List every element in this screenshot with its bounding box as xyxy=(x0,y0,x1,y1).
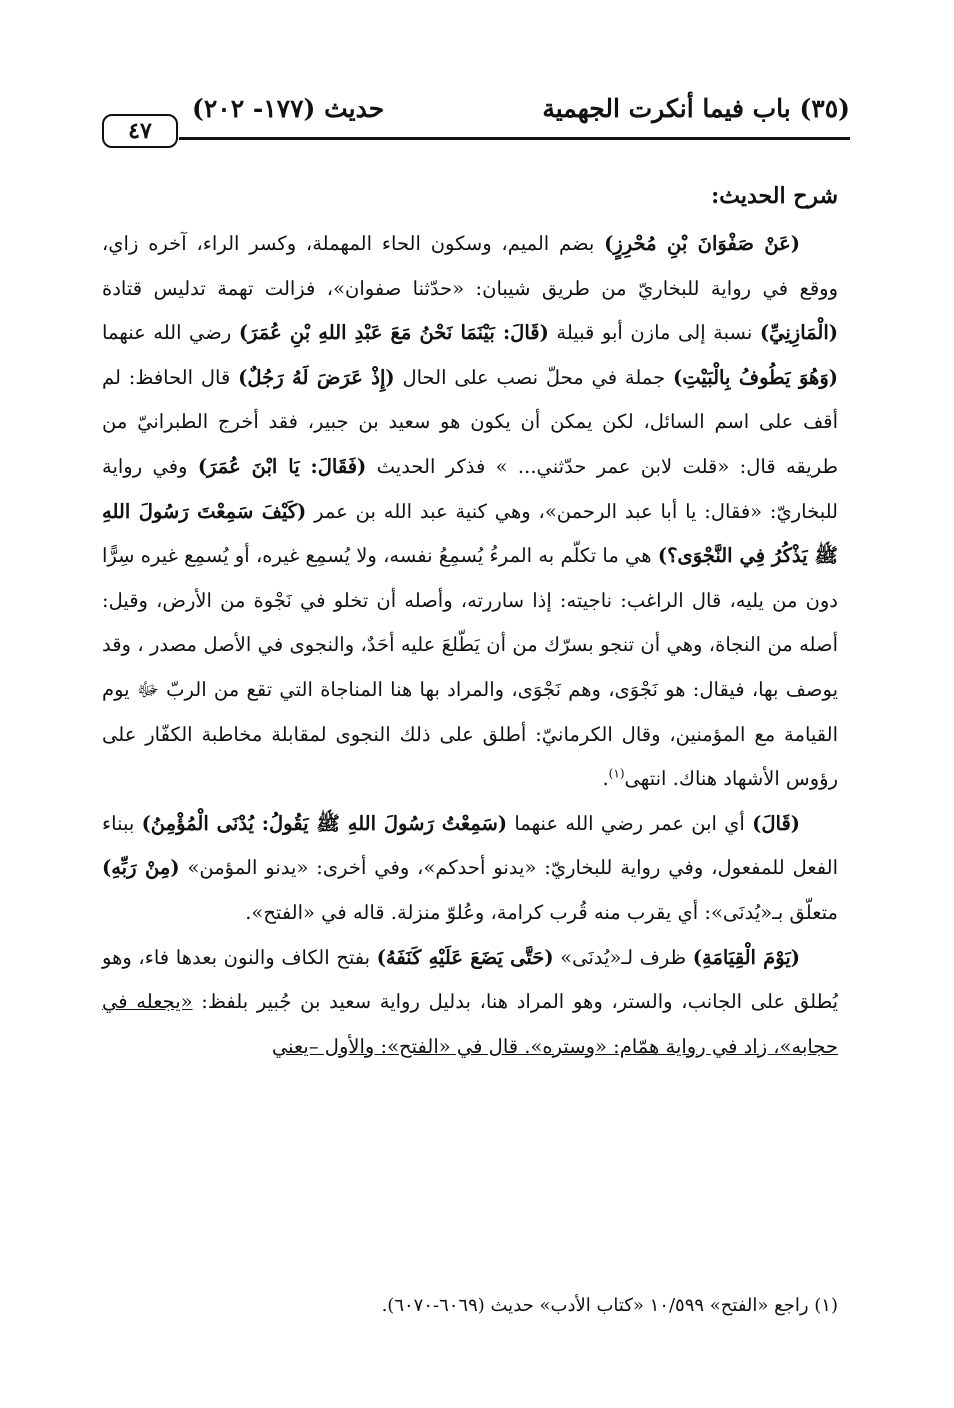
hadith-range: حديث (١٧٧- ٢٠٢) xyxy=(192,94,385,123)
quote-span: (يَوْمَ الْقِيَامَةِ) xyxy=(692,945,800,969)
text-span: ظرف لـ«يُدنَى» xyxy=(553,945,693,969)
quote-span: (الْمَازِنِيِّ) xyxy=(759,321,838,345)
quote-span: (فَقَالَ: يَا ابْنَ عُمَرَ) xyxy=(197,454,367,478)
quote-span: (مِنْ رَبِّهِ) xyxy=(102,856,180,880)
quote-span: (إِذْ عَرَضَ لَهُ رَجُلٌ) xyxy=(238,365,395,389)
footnote: (١) راجع «الفتح» ١٠/٥٩٩ «كتاب الأدب» حديث (٦٠٦٩-٦٠٧٠). xyxy=(381,1295,838,1316)
text-span: هي ما تكلّم به المرءُ يُسمِعُ نفسه، ولا يُسمِع غيره، أو يُسمِع غيره سِرًّا دون من يليه، قال الراغب: ناجيته: إذا ساررته، وأصله أن تخلو في نَجْوة من الأرض، وقيل: أصله من النجاة، وهي أن تنجو بسرّك من أن يَطّلعَ عليه أحَدٌ، والنجوى في الأصل مصدر ، وقد يوصف بها، فيقال: هو نَجْوَى، وهم نَجْوَى، والمراد بها هنا المناجاة التي تقع من الربّ ﷻ يوم القيامة مع المؤمنين، وقال الكرمانيّ: أطلق على ذلك النجوى لمقابلة مخاطبة الكفّار على رؤوس الأشهاد هناك. انتهى xyxy=(102,544,838,791)
text-span: أي ابن عمر رضي الله عنهما xyxy=(507,811,753,835)
quote-span: (قَالَ) xyxy=(752,811,800,835)
text-span: قال الحافظ: لم أقف على اسم السائل، لكن يمكن أن يكون هو سعيد بن جبير، فقد أخرج الطبرانيّ من طريقه قال: «قلت لابن عمر حدّثني... » فذكر الحديث xyxy=(102,365,839,478)
paragraph-2 xyxy=(102,802,838,936)
text-span: بفتح الكاف والنون بعدها فاء، وهو يُطلق على الجانب، والستر، وهو المراد هنا، بدليل رواية سعيد بن جُبير بلفظ: xyxy=(102,945,838,1014)
running-header xyxy=(102,92,850,146)
text-span: متعلّق بـ«يُدنَى»: أي يقرب منه قُرب كرامة، وعُلوّ منزلة. قاله في «الفتح». xyxy=(245,900,838,924)
text-span: ببناء الفعل للمفعول، وفي رواية للبخاريّ: «يدنو أحدكم»، وفي أخرى: «يدنو المؤمن» xyxy=(102,811,838,880)
chapter-title: (٣٥) باب فيما أنكرت الجهمية xyxy=(542,94,850,123)
underlined-span: «يجعله في حجابه»، زاد في رواية همّام: «وستره». قال في «الفتح»: والأول –يعني xyxy=(102,990,838,1058)
text-span: بضم الميم، وسكون الحاء المهملة، وكسر الراء، آخره زاي، ووقع في رواية للبخاريّ من طريق شيبان: «حدّثنا صفوان»، فزالت تهمة تدليس قتادة xyxy=(102,232,838,300)
text-span: رضي الله عنهما xyxy=(102,321,239,345)
quote-span: (كَيْفَ سَمِعْتَ رَسُولَ اللهِ ﷺ يَذْكُرُ فِي النَّجْوَى؟) xyxy=(102,499,839,568)
header-rule xyxy=(179,137,850,140)
text-span: . xyxy=(602,767,609,791)
footnote-ref[interactable]: (١) xyxy=(608,766,625,781)
paragraph-1 xyxy=(102,222,838,802)
text-span: وفي رواية للبخاريّ: «فقال: يا أبا عبد الرحمن»، وهي كنية عبد الله بن عمر xyxy=(102,454,838,523)
quote-span: (وَهُوَ يَطُوفُ بِالْبَيْتِ) xyxy=(672,365,838,389)
quote-span: (حَتَّى يَضَعَ عَلَيْهِ كَنَفَهُ) xyxy=(376,945,554,969)
section-title: شرح الحديث: xyxy=(711,183,838,209)
quote-span: (سَمِعْتُ رَسُولَ اللهِ ﷺ يَقُولُ: يُدْنَى الْمُؤْمِنُ) xyxy=(141,811,508,835)
text-span: نسبة إلى مازن أبو قبيلة xyxy=(548,321,760,345)
page-number: ٤٧ xyxy=(102,114,178,148)
text-span: جملة في محلّ نصب على الحال xyxy=(394,365,673,389)
main-text xyxy=(102,170,838,1069)
quote-span: (قَالَ: بَيْنَمَا نَحْنُ مَعَ عَبْدِ اللهِ بْنِ عُمَرَ) xyxy=(238,321,549,345)
paragraph-3 xyxy=(102,936,838,1070)
quote-span: (عَنْ صَفْوَانَ بْنِ مُحْرِزٍ) xyxy=(604,232,800,255)
